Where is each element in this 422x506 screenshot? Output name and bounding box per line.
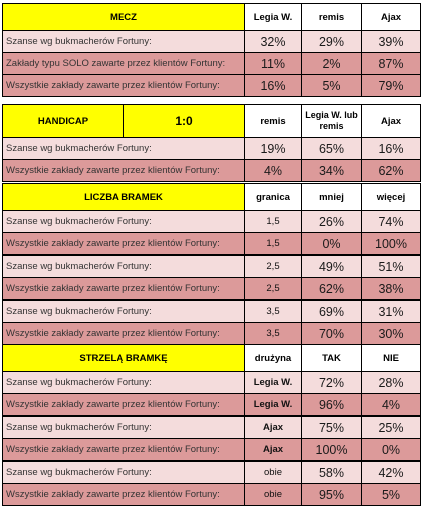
mecz-col-ajax: Ajax <box>362 4 421 31</box>
cell-value: 62% <box>362 160 421 182</box>
handicap-col-remis: remis <box>245 105 302 138</box>
handicap-col-legia-lub-remis: Legia W. lub remis <box>302 105 362 138</box>
cell-team: Ajax <box>245 439 302 462</box>
table-row <box>3 255 421 278</box>
table-row <box>3 372 421 394</box>
cell-value: 39% <box>362 31 421 53</box>
cell-value: 28% <box>362 372 421 394</box>
strzela-col-tak: TAK <box>302 345 362 372</box>
strzela-col-druzyna: drużyna <box>245 345 302 372</box>
mecz-header-row <box>3 4 421 31</box>
strzela-bramke-table <box>2 344 421 506</box>
cell-value: 31% <box>362 300 421 323</box>
handicap-value: 1:0 <box>124 105 245 138</box>
table-row <box>3 53 421 75</box>
mecz-col-remis: remis <box>302 4 362 31</box>
row-label: Wszystkie zakłady zawarte przez klientów Fortuny: <box>3 439 245 462</box>
table-row <box>3 323 421 345</box>
cell-team: Ajax <box>245 416 302 439</box>
cell-value: 16% <box>362 138 421 160</box>
cell-value: 2% <box>302 53 362 75</box>
cell-value: 4% <box>362 394 421 417</box>
cell-value: 74% <box>362 211 421 233</box>
cell-value: 5% <box>302 75 362 97</box>
strzela-col-nie: NIE <box>362 345 421 372</box>
row-label: Szanse wg bukmacherów Fortuny: <box>3 300 245 323</box>
cell-value: 75% <box>302 416 362 439</box>
row-label: Szanse wg bukmacherów Fortuny: <box>3 416 245 439</box>
table-row <box>3 461 421 484</box>
cell-value: 5% <box>362 484 421 506</box>
table-row <box>3 300 421 323</box>
table-row <box>3 278 421 301</box>
row-label: Szanse wg bukmacherów Fortuny: <box>3 372 245 394</box>
row-label: Wszystkie zakłady zawarte przez klientów Fortuny: <box>3 278 245 301</box>
handicap-table <box>2 104 421 182</box>
handicap-title: HANDICAP <box>3 105 124 138</box>
table-row <box>3 31 421 53</box>
row-label: Szanse wg bukmacherów Fortuny: <box>3 255 245 278</box>
bramki-col-mniej: mniej <box>302 184 362 211</box>
row-label: Wszystkie zakłady zawarte przez klientów Fortuny: <box>3 75 245 97</box>
cell-value: 70% <box>302 323 362 345</box>
row-label: Szanse wg bukmacherów Fortuny: <box>3 31 245 53</box>
cell-team: Legia W. <box>245 372 302 394</box>
cell-granica: 1,5 <box>245 211 302 233</box>
cell-granica: 1,5 <box>245 233 302 256</box>
cell-value: 30% <box>362 323 421 345</box>
cell-value: 38% <box>362 278 421 301</box>
cell-value: 11% <box>245 53 302 75</box>
row-label: Wszystkie zakłady zawarte przez klientów Fortuny: <box>3 323 245 345</box>
cell-team: obie <box>245 484 302 506</box>
cell-value: 87% <box>362 53 421 75</box>
cell-value: 26% <box>302 211 362 233</box>
cell-value: 29% <box>302 31 362 53</box>
cell-value: 79% <box>362 75 421 97</box>
row-label: Szanse wg bukmacherów Fortuny: <box>3 461 245 484</box>
bramki-col-wiecej: więcej <box>362 184 421 211</box>
table-row <box>3 160 421 182</box>
cell-value: 49% <box>302 255 362 278</box>
mecz-table <box>2 3 421 97</box>
cell-value: 58% <box>302 461 362 484</box>
row-label: Szanse wg bukmacherów Fortuny: <box>3 211 245 233</box>
cell-value: 96% <box>302 394 362 417</box>
handicap-header-row <box>3 105 421 138</box>
cell-value: 42% <box>362 461 421 484</box>
row-label: Zakłady typu SOLO zawarte przez klientów Fortuny: <box>3 53 245 75</box>
cell-granica: 3,5 <box>245 323 302 345</box>
cell-value: 4% <box>245 160 302 182</box>
cell-value: 34% <box>302 160 362 182</box>
mecz-col-legia: Legia W. <box>245 4 302 31</box>
cell-value: 0% <box>302 233 362 256</box>
cell-value: 100% <box>362 233 421 256</box>
cell-value: 32% <box>245 31 302 53</box>
cell-team: Legia W. <box>245 394 302 417</box>
cell-granica: 2,5 <box>245 278 302 301</box>
row-label: Szanse wg bukmacherów Fortuny: <box>3 138 245 160</box>
cell-value: 19% <box>245 138 302 160</box>
cell-value: 0% <box>362 439 421 462</box>
cell-granica: 2,5 <box>245 255 302 278</box>
row-label: Wszystkie zakłady zawarte przez klientów Fortuny: <box>3 233 245 256</box>
cell-value: 62% <box>302 278 362 301</box>
table-row <box>3 484 421 506</box>
table-row <box>3 394 421 417</box>
cell-granica: 3,5 <box>245 300 302 323</box>
cell-value: 65% <box>302 138 362 160</box>
handicap-col-ajax: Ajax <box>362 105 421 138</box>
bramki-title: LICZBA BRAMEK <box>3 184 245 211</box>
table-row <box>3 439 421 462</box>
cell-value: 16% <box>245 75 302 97</box>
cell-value: 100% <box>302 439 362 462</box>
cell-value: 25% <box>362 416 421 439</box>
strzela-header-row <box>3 345 421 372</box>
table-row <box>3 233 421 256</box>
cell-value: 72% <box>302 372 362 394</box>
bramki-header-row <box>3 184 421 211</box>
strzela-title: STRZELĄ BRAMKĘ <box>3 345 245 372</box>
mecz-title: MECZ <box>3 4 245 31</box>
cell-value: 69% <box>302 300 362 323</box>
table-row <box>3 416 421 439</box>
table-row <box>3 211 421 233</box>
table-row <box>3 138 421 160</box>
cell-team: obie <box>245 461 302 484</box>
cell-value: 51% <box>362 255 421 278</box>
liczba-bramek-table <box>2 183 421 345</box>
row-label: Wszystkie zakłady zawarte przez klientów Fortuny: <box>3 394 245 417</box>
cell-value: 95% <box>302 484 362 506</box>
row-label: Wszystkie zakłady zawarte przez klientów Fortuny: <box>3 160 245 182</box>
bramki-col-granica: granica <box>245 184 302 211</box>
table-row <box>3 75 421 97</box>
row-label: Wszystkie zakłady zawarte przez klientów Fortuny: <box>3 484 245 506</box>
